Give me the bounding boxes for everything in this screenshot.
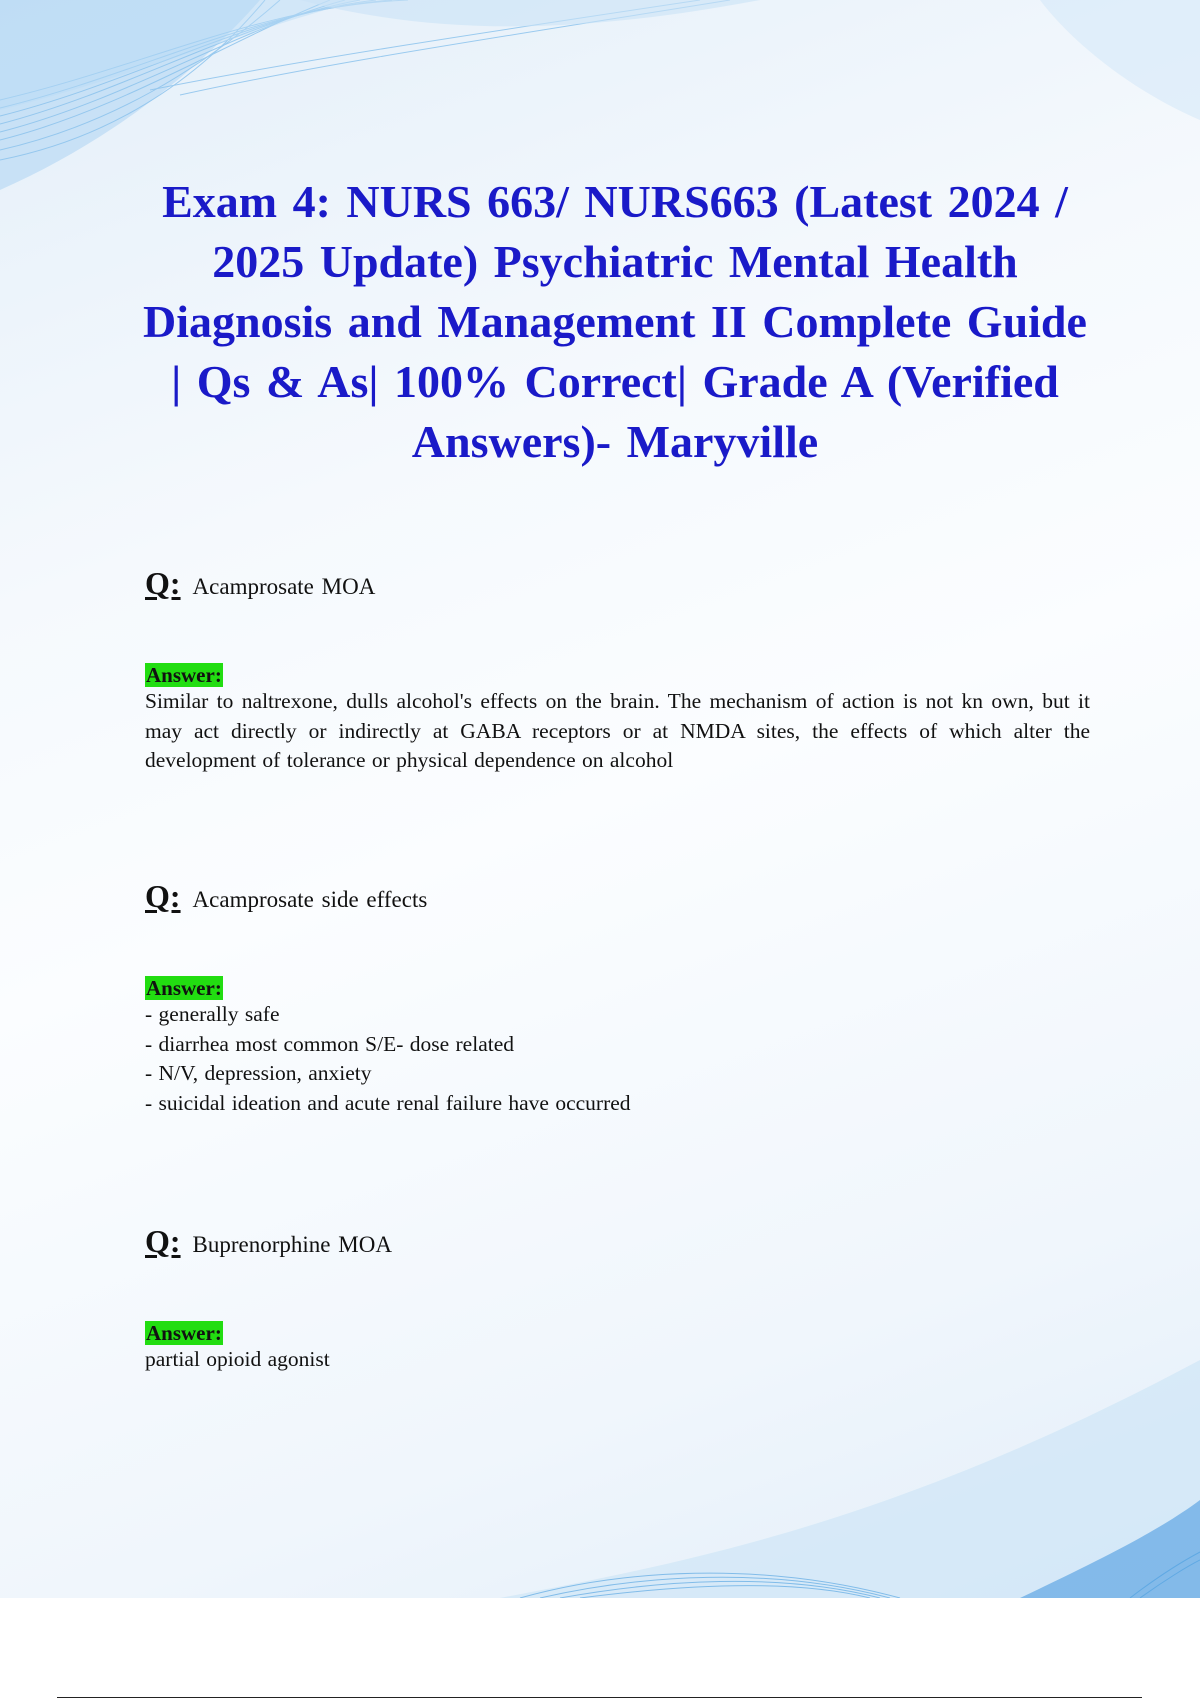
answer-list-item: - diarrhea most common S/E- dose related <box>145 1031 515 1056</box>
answer-label: Answer: <box>146 1321 222 1345</box>
question-text: Buprenorphine MOA <box>192 1232 392 1257</box>
question-prefix: Q: <box>145 878 181 914</box>
question-text: Acamprosate MOA <box>192 574 376 599</box>
question-line <box>145 1223 1090 1263</box>
answer-text: Similar to naltrexone, dulls alcohol's effects on the brain. The mechanism of action is not kn own, but it may act directly or indirectly at GABA receptors or at NMDA sites, the effects of which alter the development of tolerance or physical dependence on alcohol <box>145 689 1090 772</box>
qa-item <box>145 1223 1090 1375</box>
answer-list-item: - N/V, depression, anxiety <box>145 1061 372 1085</box>
footer-divider <box>57 1697 1142 1698</box>
answer-list-item: - generally safe <box>145 1002 280 1026</box>
question-prefix: Q: <box>145 1223 181 1259</box>
question-text: Acamprosate side effects <box>192 887 428 912</box>
qa-item <box>145 565 1090 776</box>
answer-label: Answer: <box>146 663 222 687</box>
question-line <box>145 878 1090 918</box>
document-title: Exam 4: NURS 663/ NURS663 (Latest 2024 / 2025 Update) Psychiatric Mental Health Diagnosis and Management II Complete Guide | Qs & As| 100% Correct| Grade A (Verified Answers)- Maryville <box>143 176 1087 467</box>
qa-item <box>145 878 1090 1118</box>
answer-list-item: - suicidal ideation and acute renal failure have occurred <box>145 1090 631 1115</box>
question-line <box>145 565 1090 605</box>
answer-text: partial opioid agonist <box>145 1347 330 1371</box>
answer-label: Answer: <box>146 976 222 1000</box>
answer-list <box>145 1000 1090 1118</box>
question-prefix: Q: <box>145 565 181 601</box>
